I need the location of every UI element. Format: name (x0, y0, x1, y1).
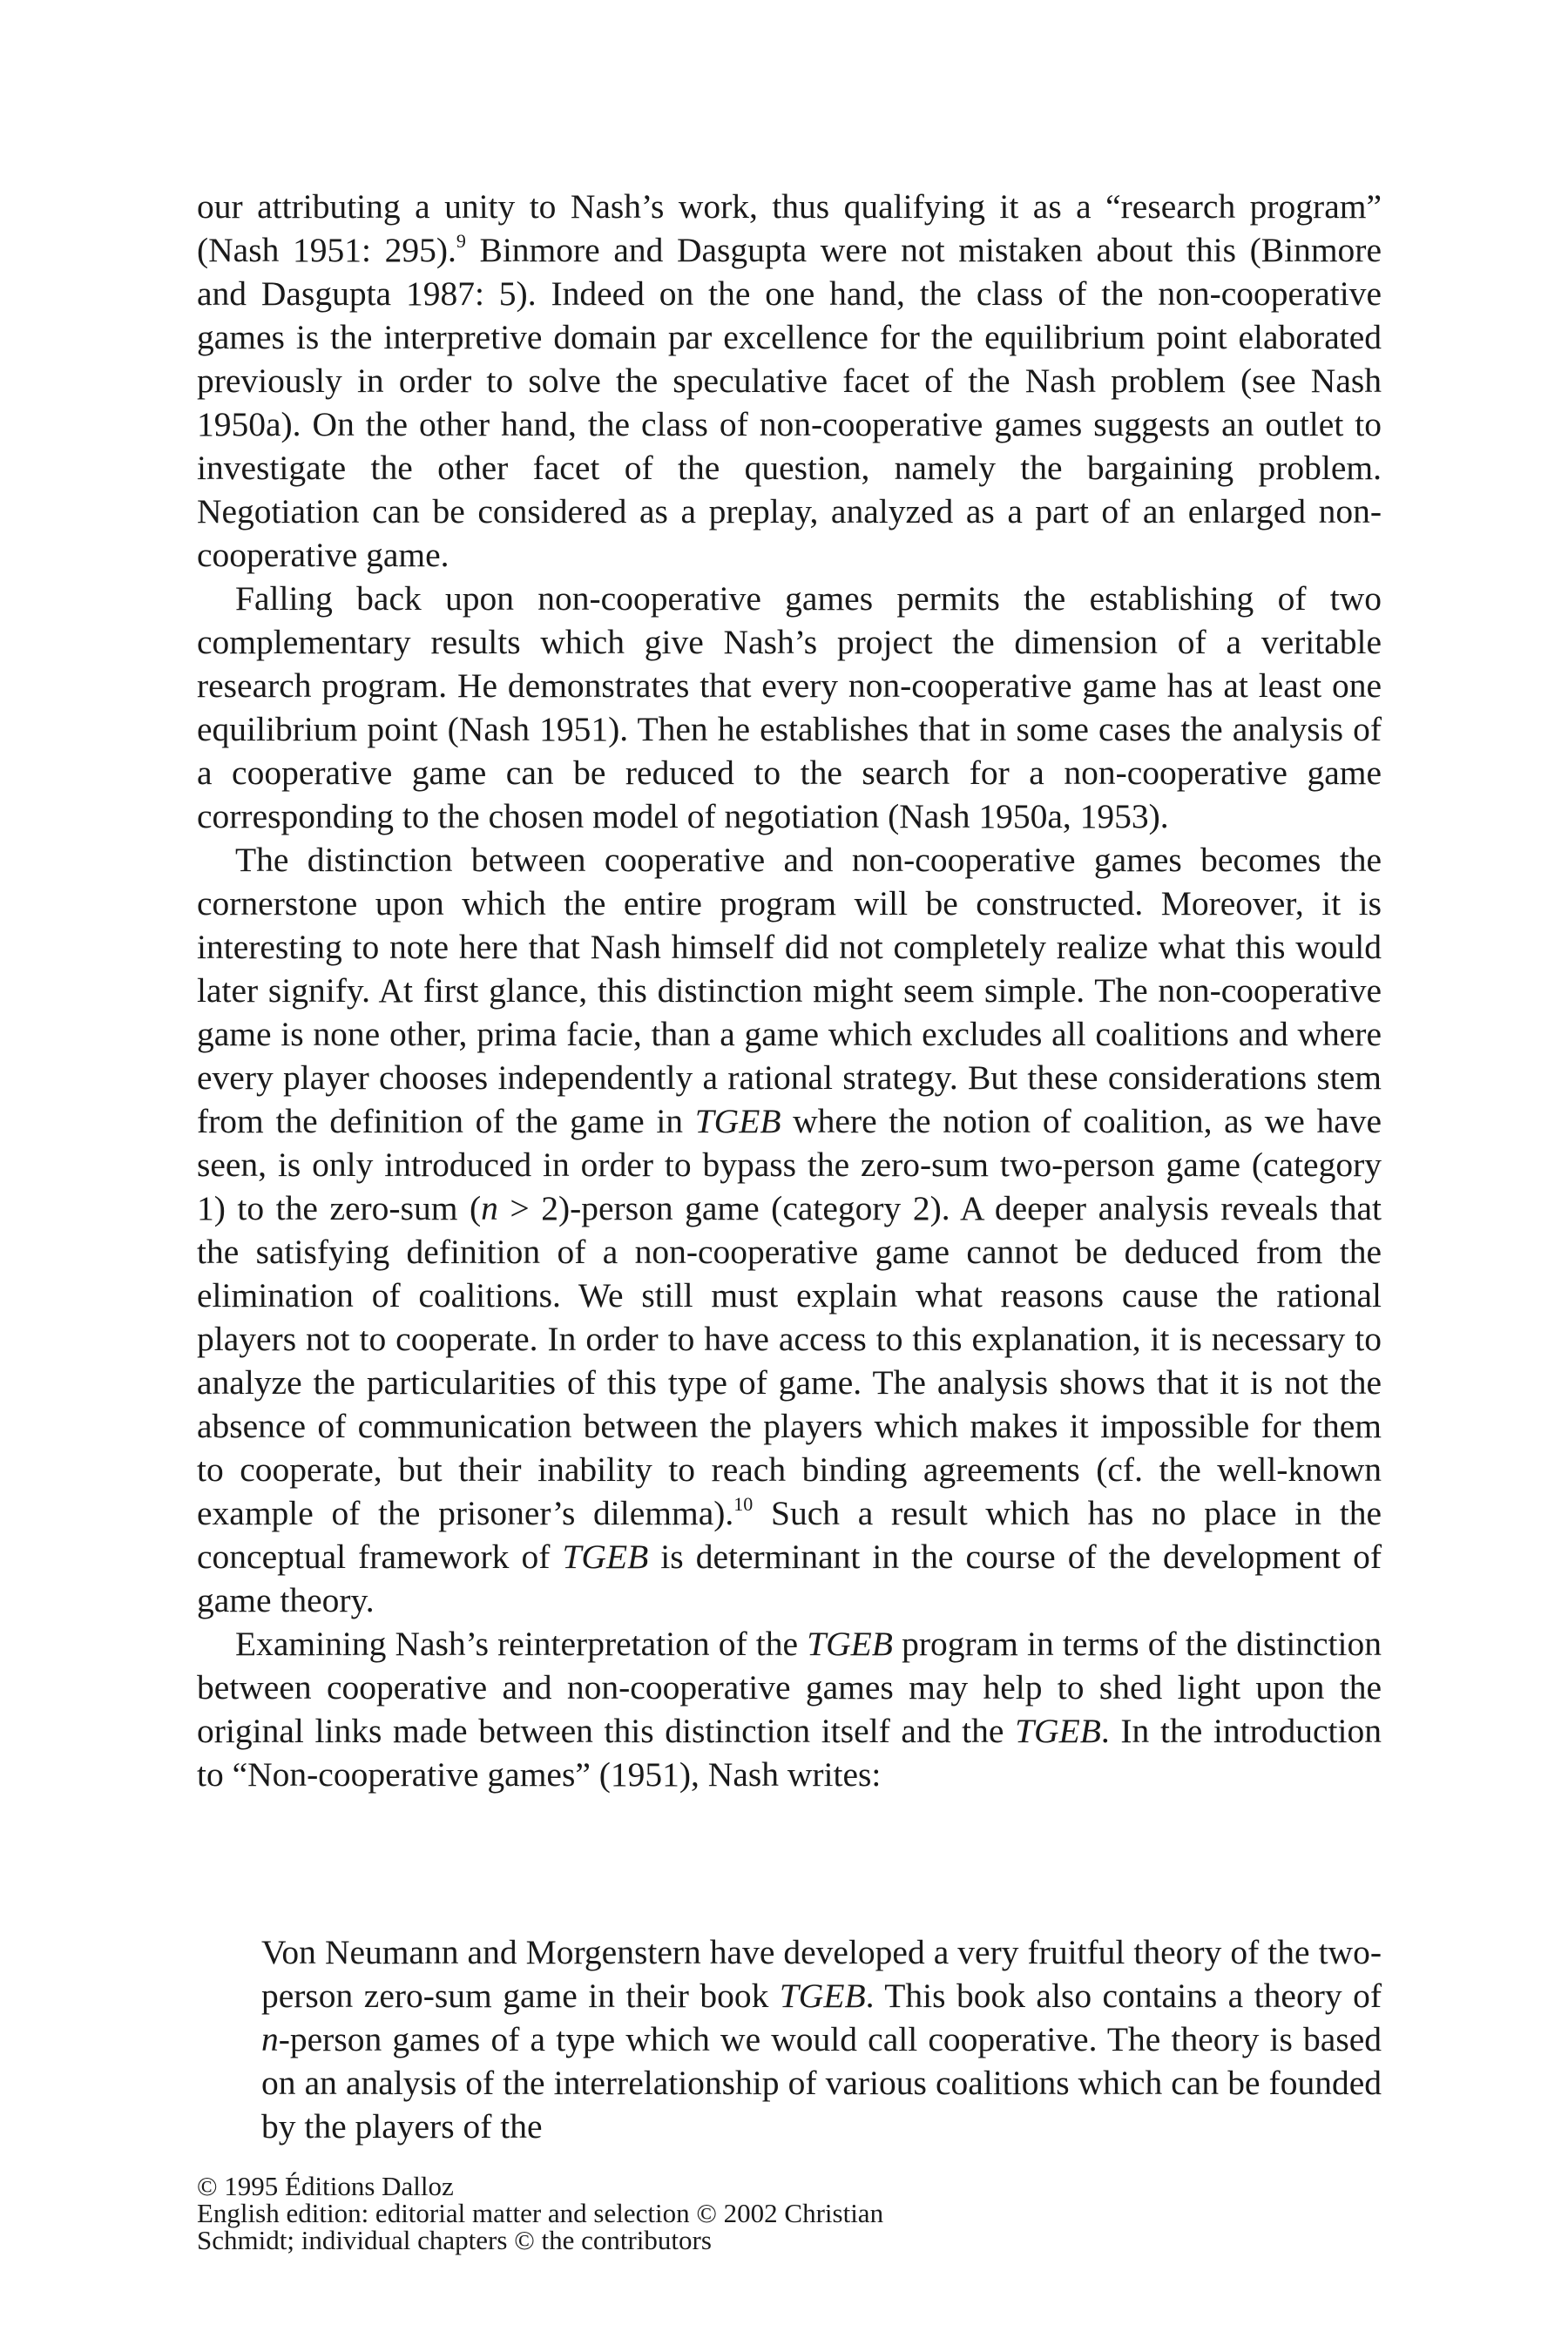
paragraph-3-text-b: where the notion of coalition, as we have seen, is only introduced in order to bypass the zero-sum two-person game (category 1) to the zero-sum ( (197, 1102, 1382, 1227)
italic-term: TGEB (562, 1538, 649, 1576)
paragraph-2: Falling back upon non-cooperative games permits the establishing of two complementary results which give Nash’s project the dimension of a veritable research program. He demonstrates that every non-cooperative game has at least one equilibrium point (Nash 1951). Then he establishes that in some cases the analysis of a cooperative game can be reduced to the search for a non-cooperative game corresponding to the chosen model of negotiation (Nash 1950a, 1953). (197, 579, 1382, 835)
quote-text-c: -person games of a type which we would call cooperative. The theory is based on an analysis of the interrelationship of various coalitions which can be founded by the players of the (261, 2020, 1382, 2146)
quote-text-a: Von Neumann and Morgenstern have developed a very fruitful theory of the two-person zero-sum game in their book (261, 1933, 1382, 2015)
italic-term: TGEB (1015, 1712, 1101, 1750)
footnote-ref-9: 9 (456, 230, 466, 252)
copyright-line-3: Schmidt; individual chapters © the contributors (197, 2225, 712, 2255)
paragraph-4-text-c: . In the introduction to “Non-cooperative games” (1951), Nash writes: (197, 1712, 1382, 1794)
paragraph-4 (197, 1622, 1382, 1796)
paragraph-3-text-e: is determinant in the course of the development of game theory. (197, 1538, 1382, 1619)
body-text (197, 185, 1382, 1796)
copyright-line-1: © 1995 Éditions Dalloz (197, 2171, 454, 2201)
paragraph-3-text-a: The distinction between cooperative and non-cooperative games becomes the cornerstone upon which the entire program will be constructed. Moreover, it is interesting to note here that Nash himself did not completely realize what this would later signify. At first glance, this distinction might seem simple. The non-cooperative game is none other, prima facie, than a game which excludes all coalitions and where every player chooses independently a rational strategy. But these considerations stem from the definition of the game in (197, 841, 1382, 1140)
paragraph-3-text-d: Such a result which has no place in the conceptual framework of (197, 1494, 1382, 1576)
paragraph-3 (197, 838, 1382, 1622)
italic-term: TGEB (694, 1102, 781, 1140)
paragraph-1 (197, 185, 1382, 577)
footnote-ref-10: 10 (733, 1493, 754, 1515)
italic-term: TGEB (807, 1625, 893, 1663)
italic-variable: n (261, 2020, 279, 2058)
copyright-notice (197, 2173, 1242, 2254)
italic-variable: n (481, 1189, 498, 1227)
quote-text-b: . This book also contains a theory of (865, 1977, 1382, 2015)
block-quote (261, 1930, 1382, 2148)
italic-term: TGEB (779, 1977, 866, 2015)
paragraph-1-text-b: Binmore and Dasgupta were not mistaken about this (Binmore and Dasgupta 1987: 5). Indeed on the one hand, the class of the non-cooperative games is the interpretive domain par excellence for the equilibrium point elaborated previously in order to solve the speculative facet of the Nash problem (see Nash 1950a). On the other hand, the class of non-cooperative games suggests an outlet to investigate the other facet of the question, namely the bargaining problem. Negotiation can be considered as a preplay, analyzed as a part of an enlarged non-cooperative game. (197, 231, 1382, 574)
copyright-line-2: English edition: editorial matter and selection © 2002 Christian (197, 2198, 884, 2228)
paragraph-4-text-b: program in terms of the distinction between cooperative and non-cooperative games may help to shed light upon the original links made between this distinction itself and the (197, 1625, 1382, 1750)
paragraph-3-text-c: > 2)-person game (category 2). A deeper analysis reveals that the satisfying definition of a non-cooperative game cannot be deduced from the elimination of coalitions. We still must explain what reasons cause the rational players not to cooperate. In order to have access to this explanation, it is necessary to analyze the particularities of this type of game. The analysis shows that it is not the absence of communication between the players which makes it impossible for them to cooperate, but their inability to reach binding agreements (cf. the well-known example of the prisoner’s dilemma). (197, 1189, 1382, 1532)
paragraph-1-text-a: our attributing a unity to Nash’s work, thus qualifying it as a “research program” (Nash 1951: 295). (197, 187, 1382, 269)
paragraph-4-text-a: Examining Nash’s reinterpretation of the (235, 1625, 808, 1663)
